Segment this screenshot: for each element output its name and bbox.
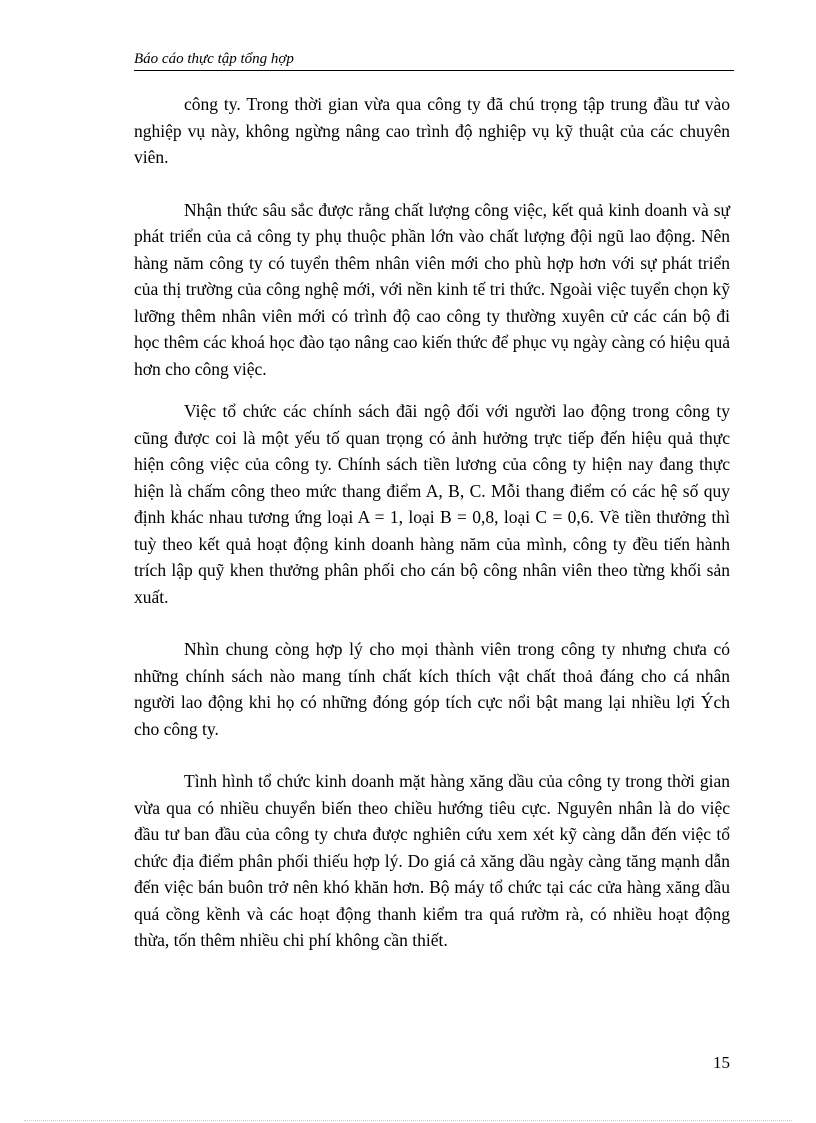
paragraph: Việc tổ chức các chính sách đãi ngộ đối với người lao động trong công ty cũng được coi là một yếu tố quan trọng có ảnh hưởng trực tiếp đến hiệu quả thực hiện công việc của công ty. Chính sách tiền lương của công ty hiện nay đang thực hiện là chấm công theo mức thang điểm A, B, C. Mỗi thang điểm có các hệ số quy định khác nhau tương ứng loại A = 1, loại B = 0,8, loại C = 0,6. Về tiền thưởng thì tuỳ theo kết quả hoạt động kinh doanh hàng năm của mình, công ty đều tiến hành trích lập quỹ khen thưởng phân phối cho cán bộ công nhân viên theo từng khối sản xuất.: [134, 401, 730, 607]
document-body: [134, 91, 730, 954]
page-number: 15: [713, 1053, 730, 1072]
paragraph: Nhìn chung còng hợp lý cho mọi thành viên trong công ty nhưng chưa có những chính sách nào mang tính chất kích thích vật chất thoả đáng cho cá nhân người lao động khi họ có những đóng góp tích cực nổi bật mang lại nhiều lợi Ých cho công ty.: [134, 639, 730, 739]
paragraph: Tình hình tổ chức kinh doanh mặt hàng xăng dầu của công ty trong thời gian vừa qua có nhiều chuyển biến theo chiều hướng tiêu cực. Nguyên nhân là do việc đầu tư ban đầu của công ty chưa được nghiên cứu xem xét kỹ càng dẫn đến việc tổ chức địa điểm phân phối thiếu hợp lý. Do giá cả xăng dầu ngày càng tăng mạnh dẫn đến việc bán buôn trở nên khó khăn hơn. Bộ máy tổ chức tại các cửa hàng xăng dầu quá cồng kềnh và các hoạt động thanh kiểm tra quá rườm rà, có nhiều hoạt động thừa, tốn thêm nhiều chi phí không cần thiết.: [134, 771, 730, 950]
page-edge-rule: [24, 1120, 792, 1121]
paragraph: Nhận thức sâu sắc được rằng chất lượng công việc, kết quả kinh doanh và sự phát triển của cả công ty phụ thuộc phần lớn vào chất lượng đội ngũ lao động. Nên hàng năm công ty có tuyển thêm nhân viên mới cho phù hợp hơn với sự phát triển của thị trường của công nghệ mới, với nền kinh tế tri thức. Ngoài việc tuyển chọn kỹ lưỡng thêm nhân viên mới có trình độ cao công ty thường xuyên cử các cán bộ đi học thêm các khoá học đào tạo nâng cao kiến thức để phục vụ ngày càng có hiệu quả hơn cho công việc.: [134, 199, 730, 379]
paragraph: công ty. Trong thời gian vừa qua công ty đã chú trọng tập trung đầu tư vào nghiệp vụ này, không ngừng nâng cao trình độ nghiệp vụ kỹ thuật của các chuyên viên.: [134, 94, 730, 167]
running-header: Báo cáo thực tập tổng hợp: [134, 51, 294, 67]
header-rule: [134, 70, 734, 71]
